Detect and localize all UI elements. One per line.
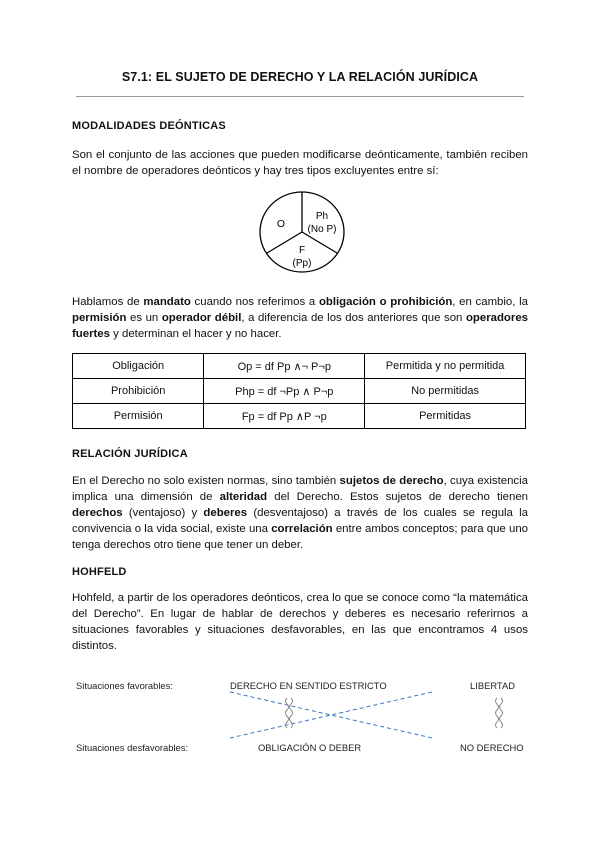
- pie-label-no-p: (No P): [307, 224, 337, 235]
- pie-label-o: O: [276, 218, 286, 230]
- table-cell: Php = df ¬Pp ∧ P¬p: [204, 379, 365, 404]
- deontic-operators-table: [72, 353, 526, 429]
- table-cell: Obligación: [73, 354, 204, 379]
- label-obligacion-deber: OBLIGACIÓN O DEBER: [258, 742, 362, 753]
- page-title: S7.1: EL SUJETO DE DERECHO Y LA RELACIÓN JURÍDICA: [121, 70, 479, 84]
- table-row: [73, 379, 526, 404]
- table-cell: Op = df Pp ∧¬ P¬p: [204, 354, 365, 379]
- hohfeld-paragraph: Hohfeld, a partir de los operadores deónticos, crea lo que se conoce como “la matemática del Derecho”. En lugar de hablar de derechos y deberes es necesario referirnos a situaciones favorables y situaciones desfavorables, en las que encontramos 4 usos distintos.: [72, 592, 528, 652]
- pie-label-pp: (Pp): [292, 258, 312, 269]
- section-heading-hohfeld: HOHFELD: [72, 566, 127, 578]
- table-row: [73, 404, 526, 429]
- wavy-connector-right: [500, 698, 503, 728]
- table-row: [73, 354, 526, 379]
- pie-label-ph: Ph: [315, 211, 329, 222]
- label-derecho-sentido-estricto: DERECHO EN SENTIDO ESTRICTO: [230, 680, 387, 691]
- label-situaciones-desfavorables: Situaciones desfavorables:: [76, 742, 189, 753]
- deontic-pie-diagram: [256, 189, 350, 277]
- wavy-connector-right: [496, 698, 499, 728]
- wavy-connector-left: [290, 698, 293, 728]
- label-situaciones-favorables: Situaciones favorables:: [76, 680, 173, 691]
- table-cell: Fp = df Pp ∧P ¬p: [204, 404, 365, 429]
- modalidades-paragraph: Hablamos de mandato cuando nos referimos a obligación o prohibición, en cambio, la permisión es un operador débil, a diferencia de los dos anteriores que son operadores fuertes y determinan el hacer y no hacer.: [72, 296, 528, 340]
- section-heading-modalidades: MODALIDADES DEÓNTICAS: [72, 120, 226, 132]
- table-cell: Permitidas: [365, 404, 526, 429]
- wavy-connector-left: [286, 698, 289, 728]
- relacion-paragraph: En el Derecho no solo existen normas, sino también sujetos de derecho, cuya existencia implica una dimensión de alteridad del Derecho. Estos sujetos de derecho tienen derechos (ventajoso) y deberes (desventajoso) a través de los cuales se regula la convivencia o la vida social, existe una correlación entre ambos conceptos; para que uno tenga derechos otro tiene que tener un deber.: [72, 475, 528, 551]
- table-cell: Permitida y no permitida: [365, 354, 526, 379]
- table-cell: No permitidas: [365, 379, 526, 404]
- label-libertad: LIBERTAD: [470, 680, 515, 691]
- pie-label-f: F: [298, 245, 306, 256]
- table-cell: Prohibición: [73, 379, 204, 404]
- section-heading-relacion: RELACIÓN JURÍDICA: [72, 448, 188, 460]
- modalidades-intro: Son el conjunto de las acciones que pueden modificarse deónticamente, también reciben el nombre de operadores deónticos y hay tres tipos excluyentes entre sí:: [72, 149, 528, 177]
- label-no-derecho: NO DERECHO: [460, 742, 524, 753]
- title-divider: [76, 96, 524, 97]
- table-cell: Permisión: [73, 404, 204, 429]
- hohfeld-diagram: [72, 670, 532, 770]
